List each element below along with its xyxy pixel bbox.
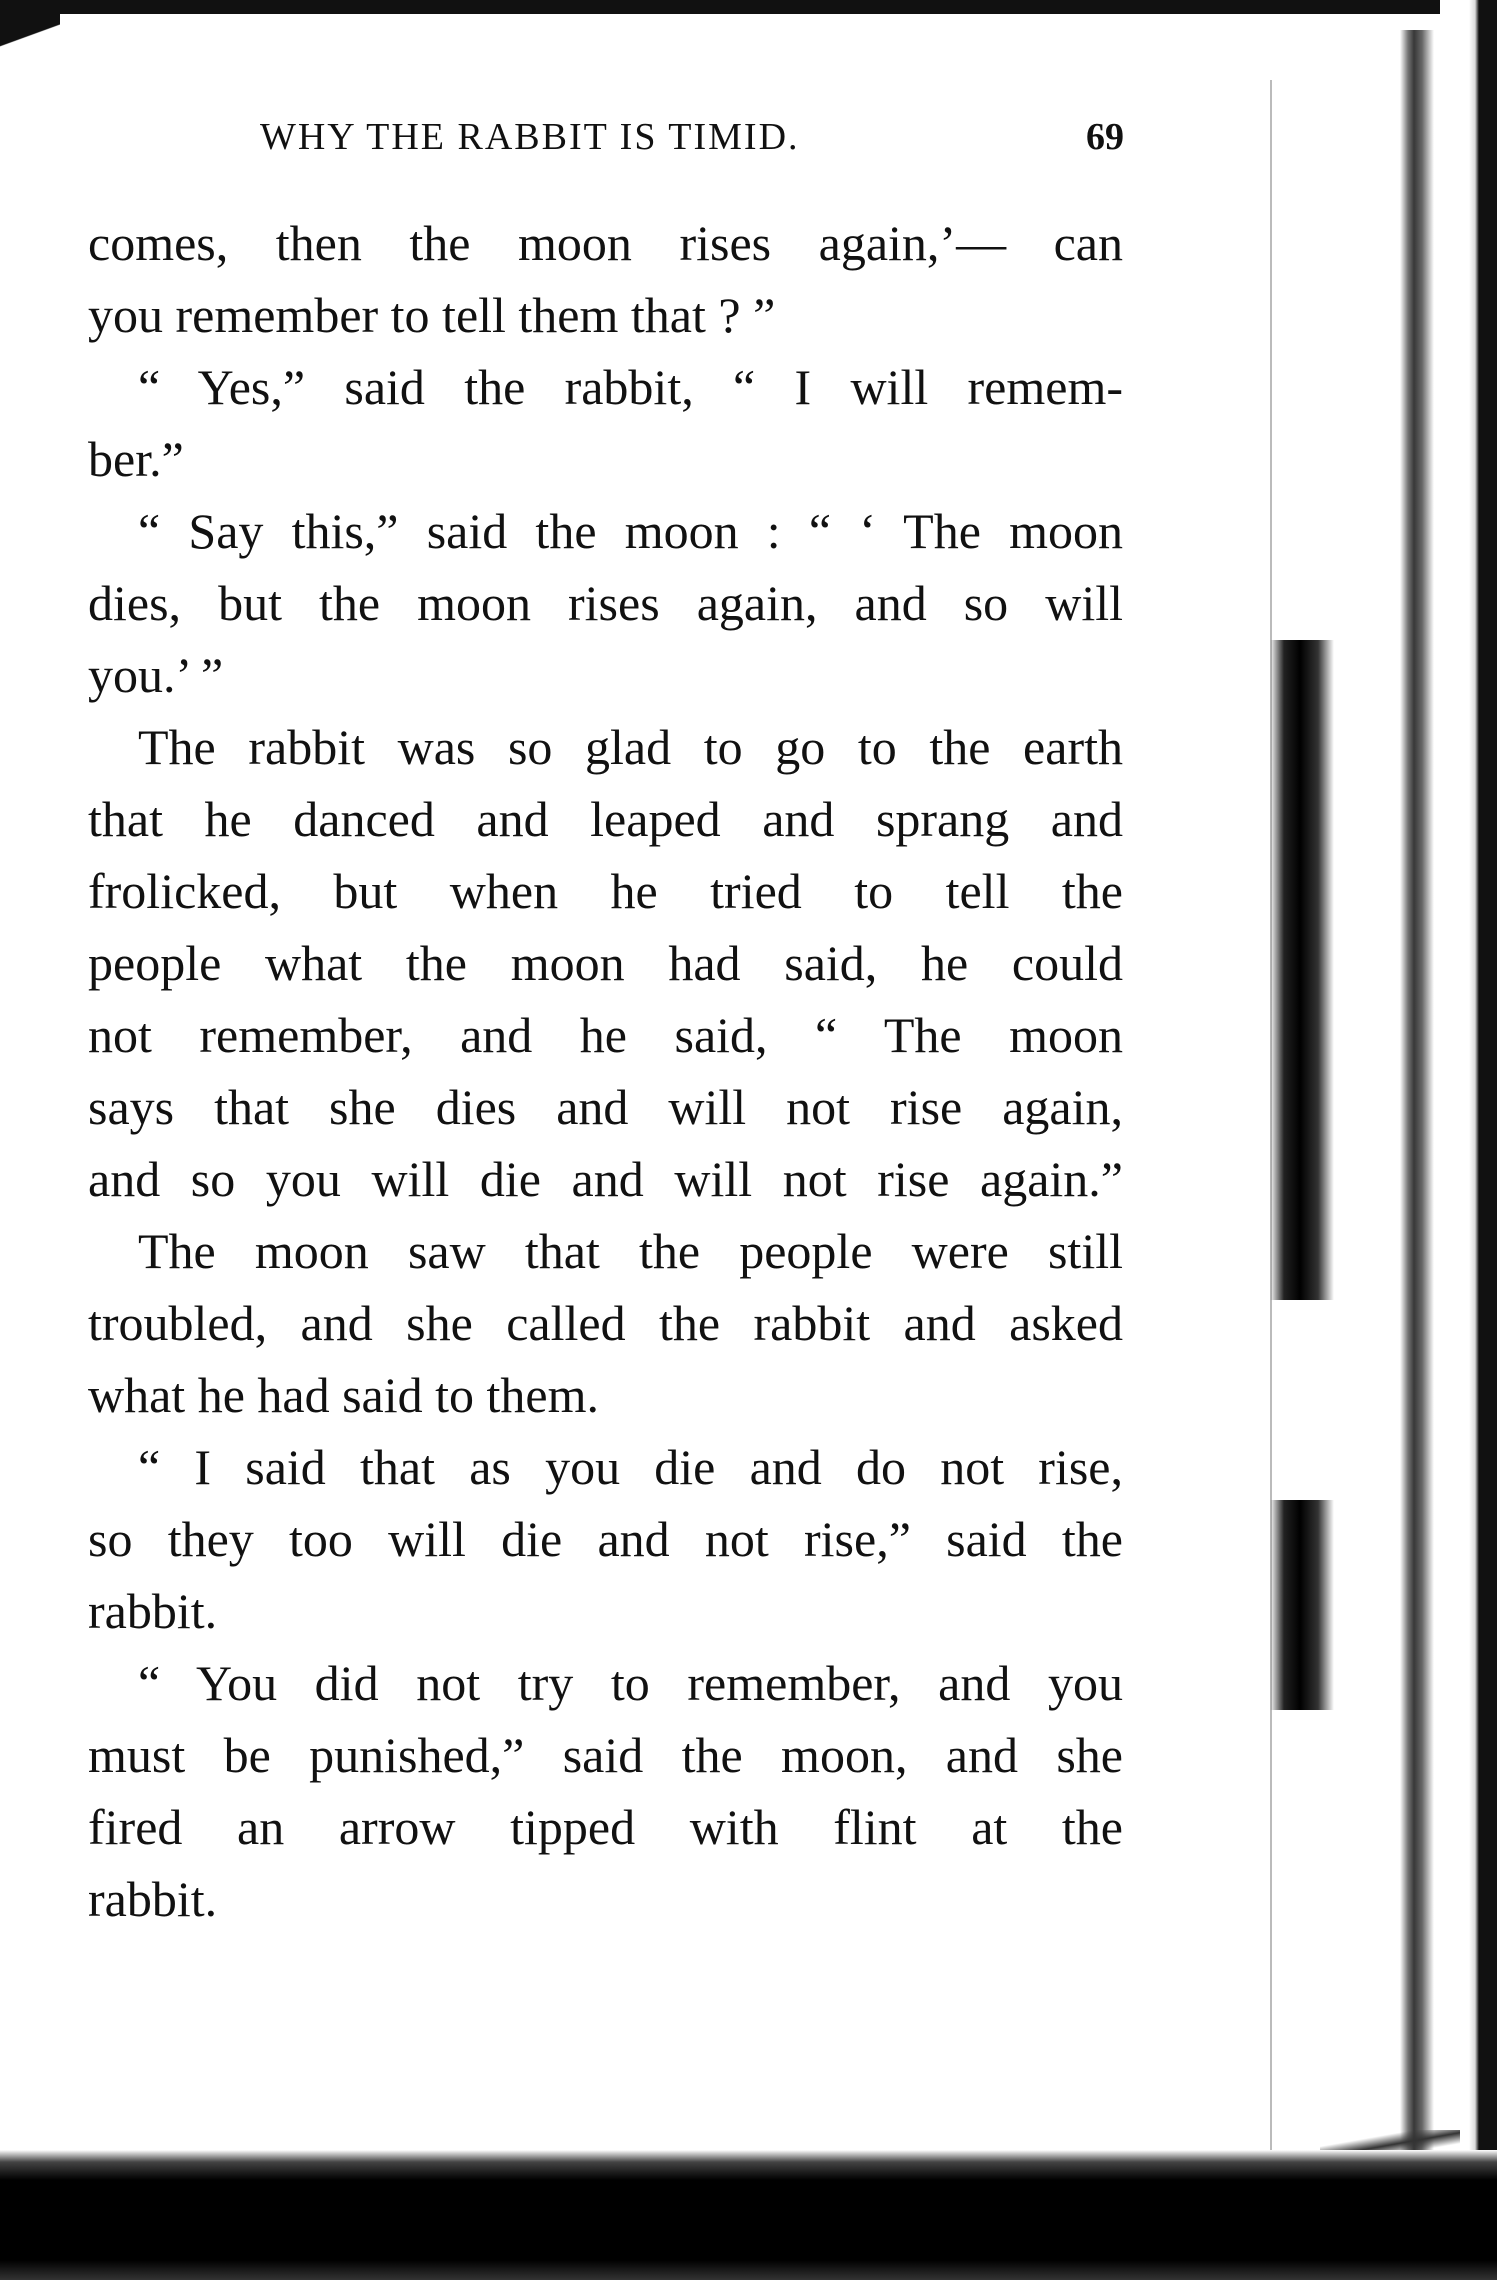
text-line: “ I said that as you die and do not rise, — [138, 1439, 1123, 1495]
text-line: ber.” — [88, 431, 184, 487]
text-line: “ Yes,” said the rabbit, “ I will remem- — [138, 359, 1123, 415]
text-line: rabbit. — [88, 1583, 218, 1639]
page-bottom-edge-shadow — [0, 2150, 1497, 2280]
text-line: you remember to tell them that ? ” — [88, 287, 776, 343]
text-line: not remember, and he said, “ The moon — [88, 1007, 1123, 1063]
text-line: comes, then the moon rises again,’— can — [88, 215, 1123, 271]
text-line: must be punished,” said the moon, and she — [88, 1727, 1123, 1783]
page-gutter-shadow-lower — [1270, 1500, 1334, 1710]
page-top-edge-shadow — [0, 0, 1440, 58]
text-line: dies, but the moon rises again, and so will — [88, 575, 1123, 631]
text-line: The moon saw that the people were still — [138, 1223, 1123, 1279]
text-line: The rabbit was so glad to go to the earth — [138, 719, 1123, 775]
page-binding-edge — [1400, 30, 1434, 2230]
text-line: that he danced and leaped and sprang and — [88, 791, 1123, 847]
running-head-title: WHY THE RABBIT IS TIMID. — [260, 116, 800, 158]
text-line: and so you will die and will not rise again.” — [88, 1151, 1123, 1207]
text-line: says that she dies and will not rise again, — [88, 1079, 1123, 1135]
text-line: “ You did not try to remember, and you — [138, 1655, 1123, 1711]
text-line: rabbit. — [88, 1871, 218, 1927]
page-corner-shadow — [0, 0, 60, 80]
text-line: troubled, and she called the rabbit and asked — [88, 1295, 1123, 1351]
body-text — [88, 207, 1123, 1935]
page-right-border — [1469, 0, 1497, 2280]
page-number: 69 — [1086, 116, 1124, 158]
text-line: fired an arrow tipped with flint at the — [88, 1799, 1123, 1855]
text-line: people what the moon had said, he could — [88, 935, 1123, 991]
text-line: “ Say this,” said the moon : “ ‘ The moon — [138, 503, 1123, 559]
text-line: frolicked, but when he tried to tell the — [88, 863, 1123, 919]
text-line: so they too will die and not rise,” said the — [88, 1511, 1123, 1567]
page-gutter-shadow-upper — [1270, 640, 1334, 1300]
text-line: what he had said to them. — [88, 1367, 599, 1423]
text-line: you.’ ” — [88, 647, 224, 703]
